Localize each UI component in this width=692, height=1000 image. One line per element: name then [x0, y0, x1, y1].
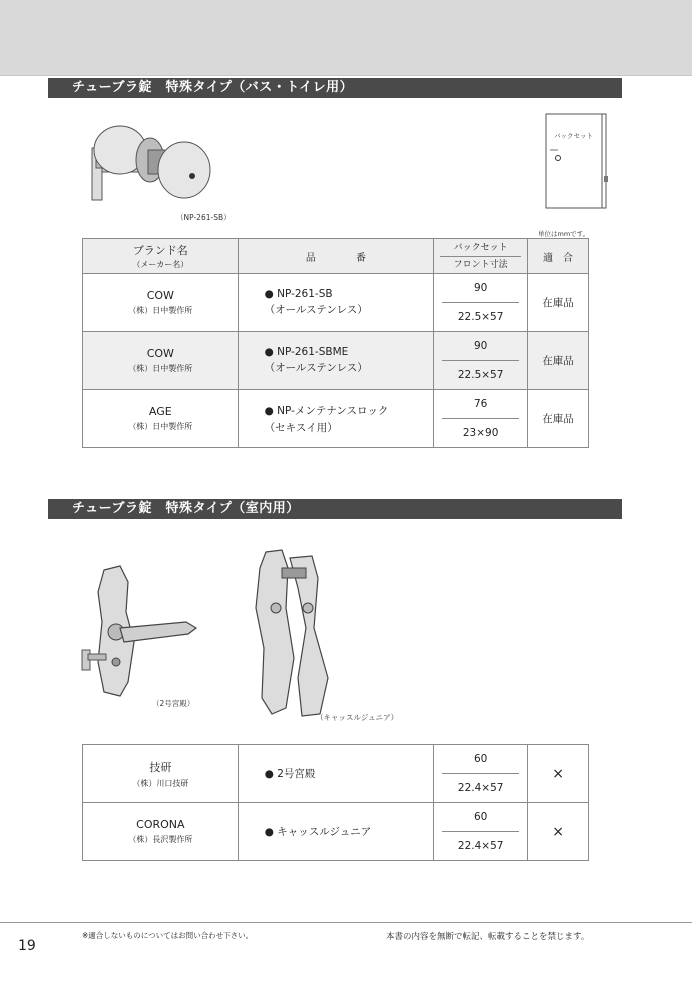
table-row: 技研 （株）川口技研 ● 2号宮殿 60 22.4×57 ×: [83, 745, 589, 803]
lever-handle-illustration: [76, 562, 206, 702]
castle-junior-illustration: [242, 548, 342, 718]
header-fit: 適 合: [528, 239, 589, 274]
caption-2gou-kyuden: （2号宮殿）: [152, 699, 195, 708]
table-row: COW （株）日中製作所 ● NP-261-SB （オールステンレス） 90 22.5×57 在庫品: [83, 274, 589, 332]
unit-note: 単位はmmです。: [538, 230, 590, 238]
section2-table: [82, 744, 589, 861]
knob-lock-illustration: [78, 118, 218, 210]
image-caption-np261sb: （NP-261-SB）: [176, 213, 231, 222]
footer-divider: [0, 922, 692, 923]
header-brand: ブランド名 （メーカー名）: [83, 239, 239, 274]
header-product: 品 番: [238, 239, 434, 274]
door-diagram: [540, 112, 610, 212]
caption-castle-junior: （キャッスルジュニア）: [316, 713, 399, 722]
table-row: AGE （株）日中製作所 ● NP-メンテナンスロック （セキスイ用） 76 23×90 在庫品: [83, 390, 589, 448]
section2-title: チューブラ錠 特殊タイプ（室内用）: [48, 499, 622, 519]
table-row: COW （株）日中製作所 ● NP-261-SBME （オールステンレス） 90 22.5×57 在庫品: [83, 332, 589, 390]
copyright-notice: 本書の内容を無断で転記、転載することを禁じます。: [386, 932, 590, 942]
header-dimensions: バックセット フロント寸法: [434, 239, 528, 274]
top-band: [0, 0, 692, 76]
backset-diagram-label: バックセット: [554, 132, 593, 140]
footnote: ※適合しないものについてはお問い合わせ下さい。: [82, 931, 254, 940]
table-row: CORONA （株）長沢製作所 ● キャッスルジュニア 60 22.4×57 ×: [83, 803, 589, 861]
page-number: 19: [18, 938, 36, 954]
section1-table: [82, 238, 589, 448]
table-header-row: [83, 239, 589, 274]
section1-title: チューブラ錠 特殊タイプ（バス・トイレ用）: [48, 78, 622, 98]
